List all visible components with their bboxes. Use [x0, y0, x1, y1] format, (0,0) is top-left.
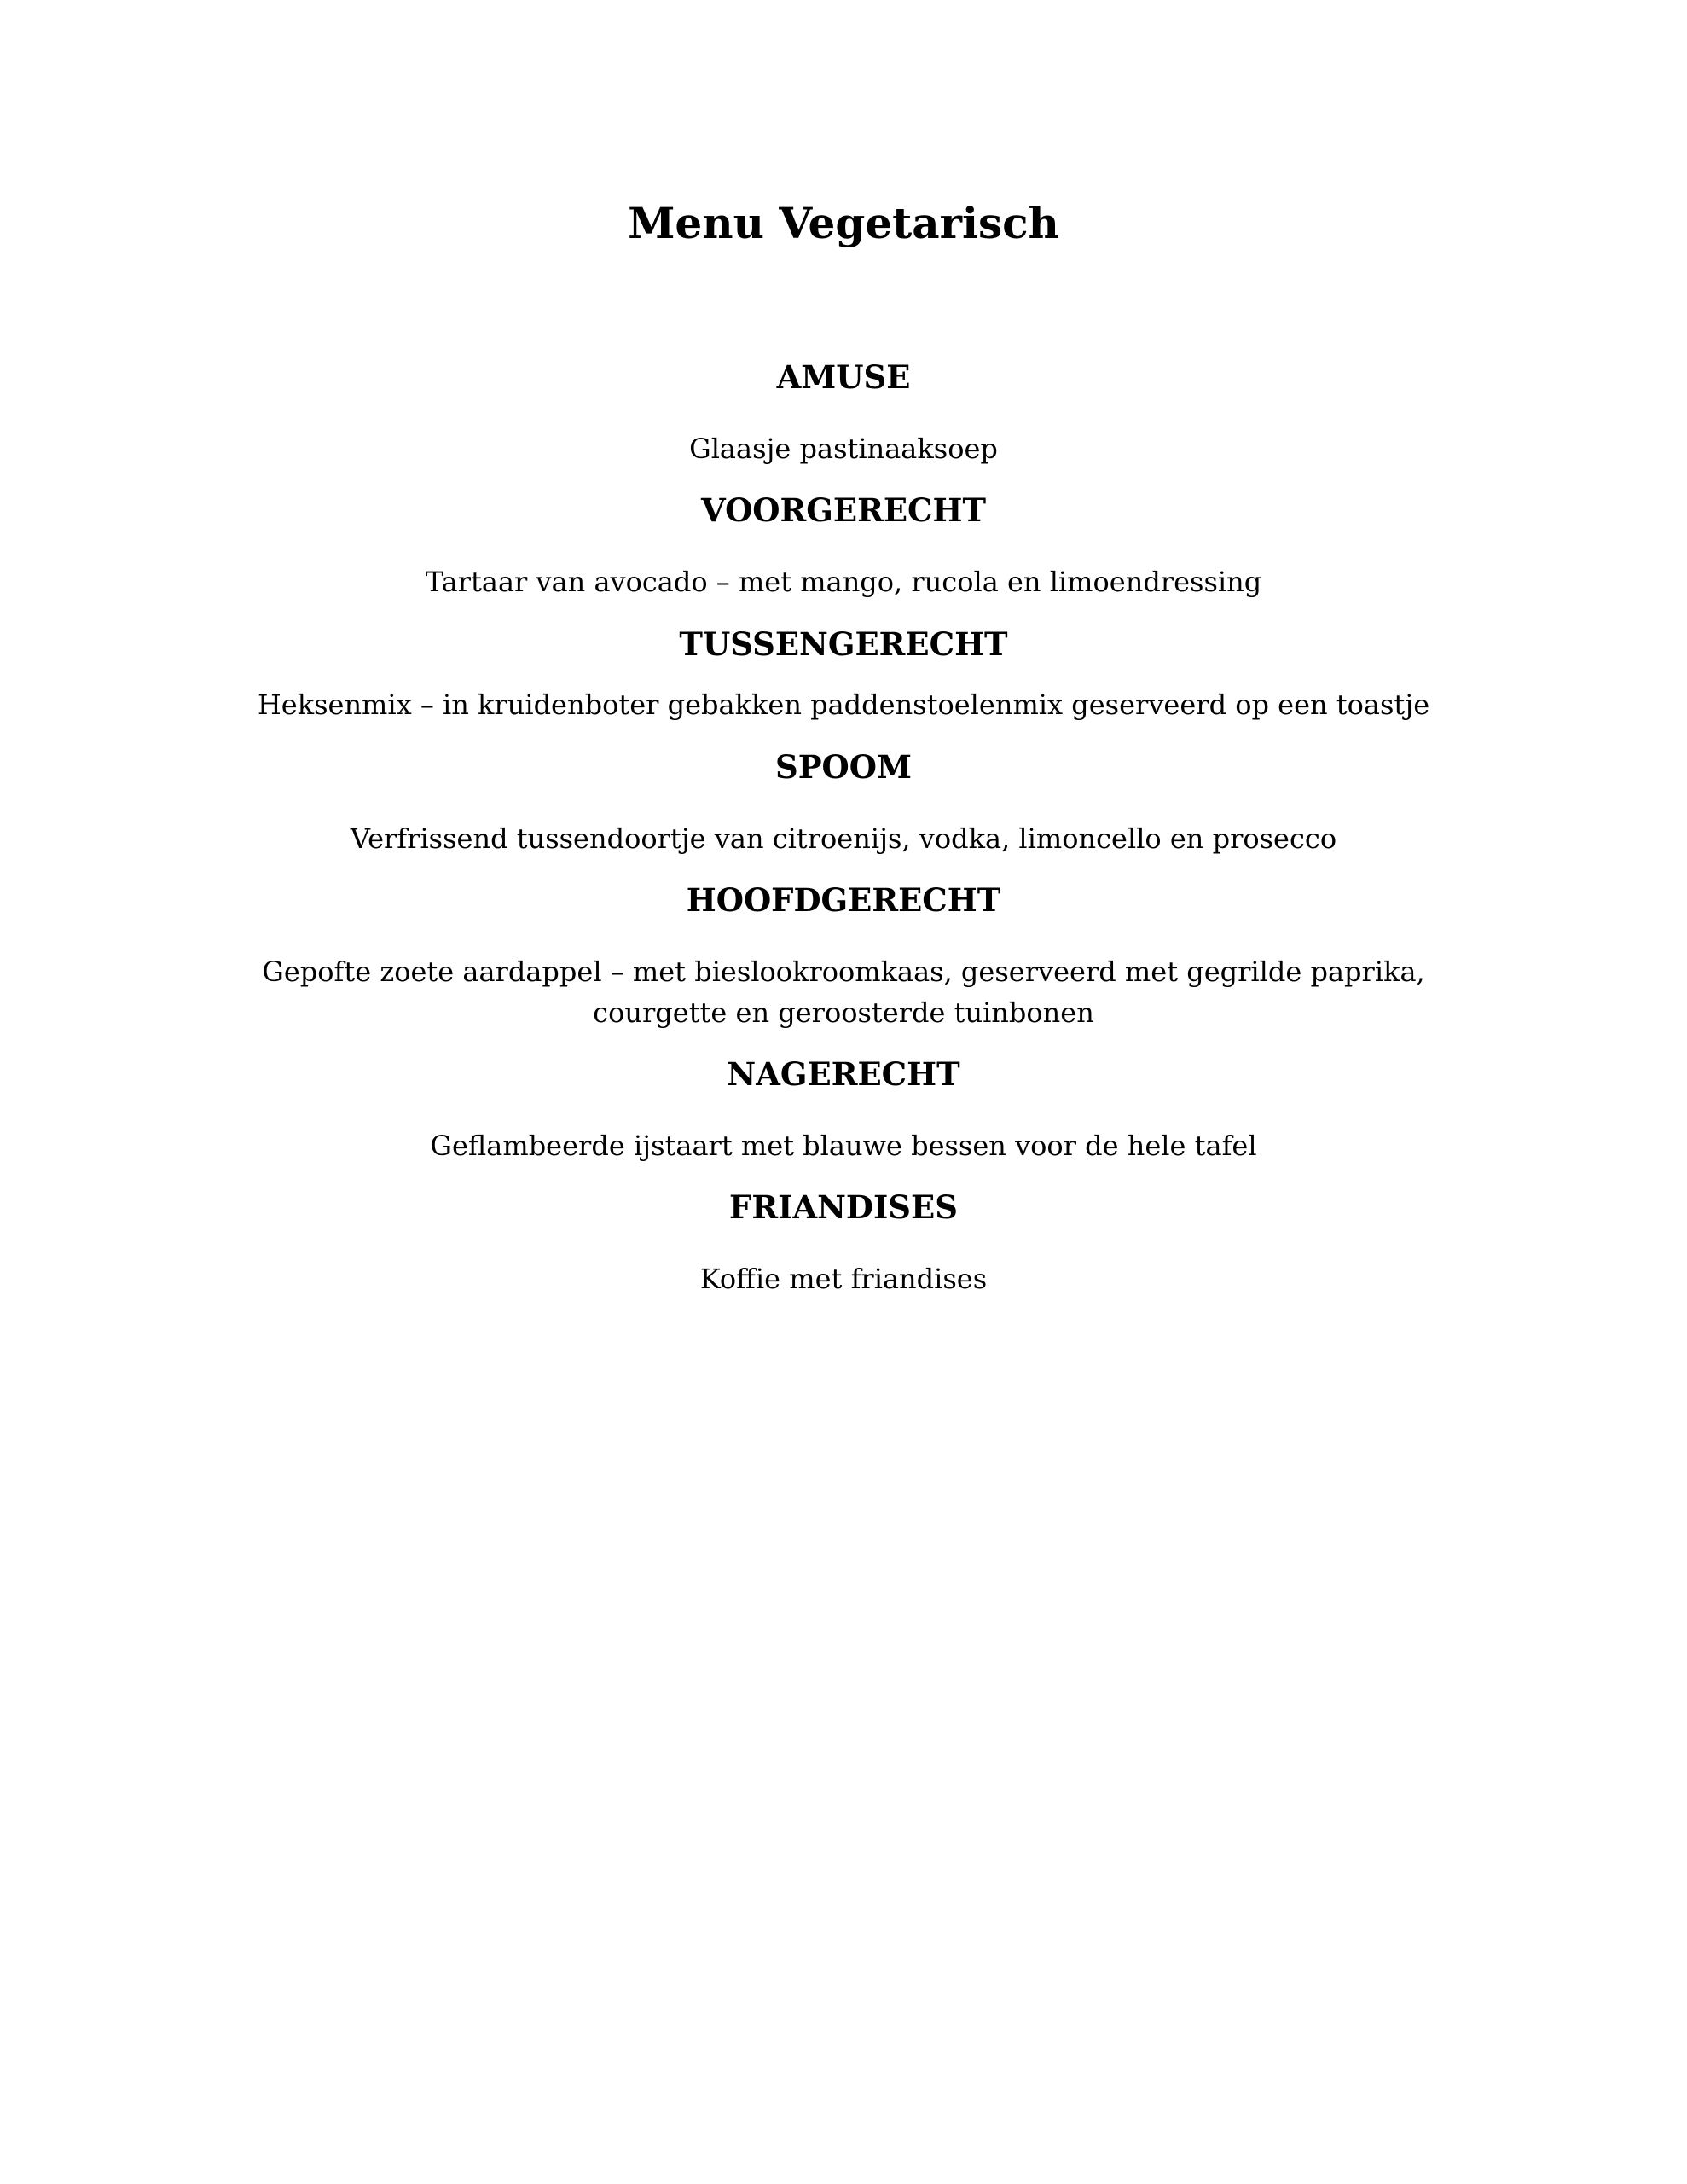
course-description-friandises: [0, 1258, 1687, 1299]
course-description-nagerecht: [0, 1125, 1687, 1166]
course-description-amuse: [0, 428, 1687, 469]
course-heading-nagerecht: NAGERECHT: [727, 1055, 960, 1093]
course-heading-amuse: AMUSE: [776, 358, 911, 396]
description-line: Heksenmix – in kruidenboter gebakken paddenstoelenmix geserveerd op een toastje: [257, 688, 1430, 721]
course-heading-hoofdgerecht: HOOFDGERECHT: [686, 881, 1001, 919]
description-line: Geflambeerde ijstaart met blauwe bessen voor de hele tafel: [430, 1130, 1257, 1162]
course-description-voorgerecht: [0, 561, 1687, 602]
description-line: Verfrissend tussendoortje van citroenijs, vodka, limoncello en prosecco: [350, 822, 1337, 855]
course-heading-tussengerecht: TUSSENGERECHT: [679, 625, 1008, 663]
course-description-spoom: [0, 818, 1687, 859]
course-description-tussengerecht: [0, 684, 1687, 725]
course-heading-spoom: SPOOM: [775, 748, 912, 786]
description-line: Glaasje pastinaaksoep: [689, 433, 998, 465]
page-title: Menu Vegetarisch: [628, 198, 1059, 248]
course-description-hoofdgerecht: [0, 951, 1687, 1033]
description-line: courgette en geroosterde tuinbonen: [593, 996, 1094, 1029]
description-line: Tartaar van avocado – met mango, rucola en limoendressing: [425, 566, 1262, 598]
course-heading-friandises: FRIANDISES: [729, 1188, 958, 1226]
course-heading-voorgerecht: VOORGERECHT: [701, 491, 986, 529]
description-line: Koffie met friandises: [699, 1263, 988, 1295]
description-line: Gepofte zoete aardappel – met bieslookroomkaas, geserveerd met gegrilde paprika,: [262, 956, 1425, 988]
